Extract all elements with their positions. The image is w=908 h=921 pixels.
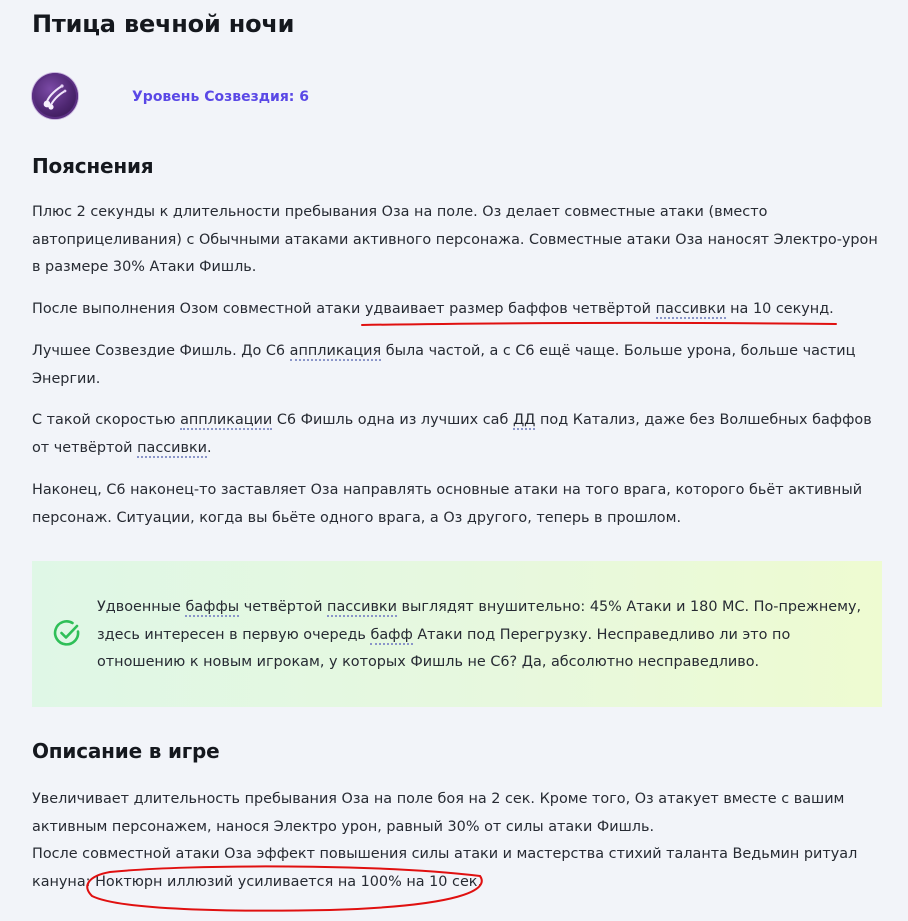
callout-text-4: Атаки под Перегрузку. Несправедливо ли это по отношению к новым игрокам, у которых Фишль не С6? Да, абсолютно несправедливо. — [97, 626, 791, 670]
constellation-row — [32, 73, 432, 123]
tip-callout — [32, 561, 882, 707]
p2-highlight-before: удваивает размер баффов четвёртой — [364, 301, 656, 317]
term-dd[interactable]: ДД — [512, 412, 536, 428]
term-application[interactable]: аппликация — [289, 343, 382, 359]
explanation-heading: Пояснения — [32, 154, 154, 178]
explanation-paragraph-3 — [32, 338, 882, 393]
red-circle-annotation — [80, 860, 490, 916]
p3-text-1: Лучшее Созвездие Фишль. До С6 — [32, 343, 290, 359]
constellation-icon — [32, 73, 78, 119]
term-passive[interactable]: пассивки — [137, 439, 208, 456]
game-description-line-1: Увеличивает длительность пребывания Оза на поле боя на 2 сек. Кроме того, Оз атакует вместе с вашим активным персонажем, нанося Электро урон, равный 30% от силы атаки Фишль. — [32, 791, 845, 835]
term-application[interactable]: аппликации — [180, 412, 273, 428]
red-underline-annotation — [360, 320, 838, 328]
constellation-level: Уровень Созвездия: 6 — [132, 89, 310, 105]
term-buff[interactable]: бафф — [370, 626, 413, 643]
callout-text — [97, 594, 867, 677]
p4-text-1: С такой скоростью — [32, 412, 181, 428]
term-passive[interactable]: пассивки — [655, 301, 726, 317]
explanation-paragraph-5: Наконец, С6 наконец-то заставляет Оза направлять основные атаки на того врага, которого бьёт активный персонаж. Ситуации, когда вы бьёте одного врага, а Оз другого, теперь в прошлом. — [32, 482, 863, 526]
p2-text-before: После выполнения Озом совместной атаки — [32, 301, 365, 317]
explanation-paragraph-4 — [32, 407, 882, 462]
game-description-line-2: После совместной атаки Оза эффект повышения силы атаки и мастерства стихий таланта Ведьмин ритуал кануна: Ноктюрн иллюзий усиливается на 100% на 10 сек. — [32, 846, 858, 890]
term-buffs[interactable]: баффы — [185, 599, 240, 615]
p3-text-2: была частой, а с С6 ещё чаще. Больше урона, больше частиц Энергии. — [32, 343, 856, 387]
check-circle-icon — [52, 618, 82, 648]
page-title: Птица вечной ночи — [32, 10, 295, 38]
p4-text-2: С6 Фишль одна из лучших саб — [272, 412, 513, 428]
p4-text-4: . — [207, 439, 212, 456]
explanation-paragraph-1: Плюс 2 секунды к длительности пребывания Оза на поле. Оз делает совместные атаки (вместо автоприцеливания) с Обычными атаками активного персонажа. Совместные атаки Оза наносят Электро-урон в размере 30% Атаки Фишль. — [32, 204, 878, 275]
game-description-heading: Описание в игре — [32, 739, 220, 763]
callout-text-2: четвёртой — [239, 599, 328, 615]
p4-text-3: под Катализ, даже без Волшебных баффов от четвёртой — [32, 412, 872, 456]
callout-text-1: Удвоенные — [97, 599, 186, 615]
term-passive[interactable]: пассивки — [327, 599, 397, 615]
p2-highlight-after: на 10 секунд. — [725, 301, 834, 317]
callout-text-3: выглядят внушительно: 45% Атаки и 180 МС. По-прежнему, здесь интересен в первую очередь — [97, 599, 862, 643]
